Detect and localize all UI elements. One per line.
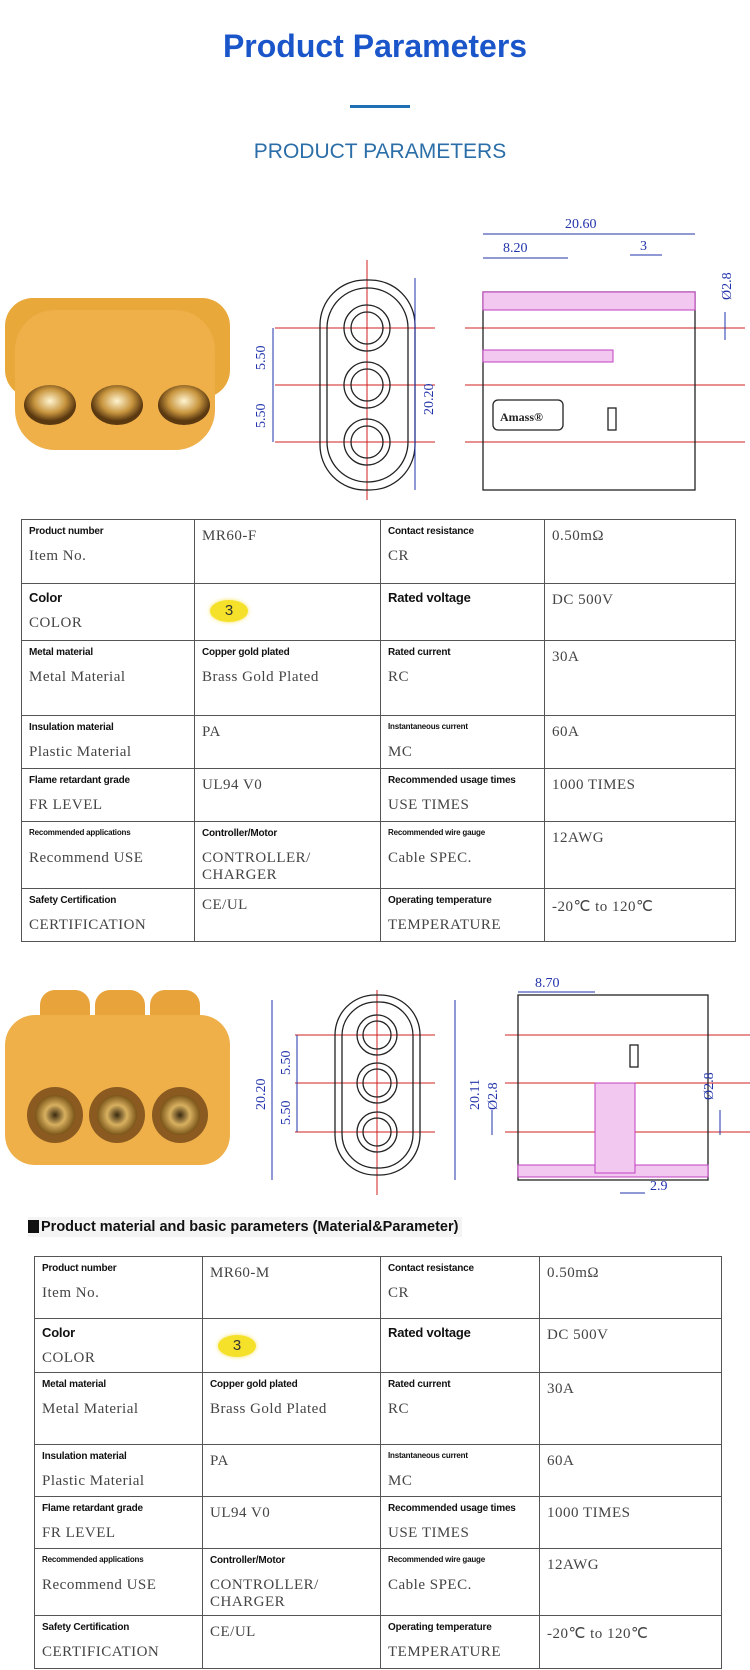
cell-value: 1000 TIMES	[552, 777, 636, 793]
page-title: Product Parameters	[222, 28, 528, 64]
dim-pitch-b: 5.50	[279, 1100, 294, 1125]
cell-value: COLOR	[29, 615, 83, 631]
dim-pin-dia-left: Ø2.8	[486, 1082, 501, 1110]
cell-value: 12AWG	[552, 830, 605, 846]
cell-value: -20℃ to 120℃	[547, 1626, 649, 1642]
cell-label: Color	[42, 1325, 75, 1340]
cell-label: Copper gold plated	[210, 1379, 298, 1390]
cell-value: MC	[388, 1473, 413, 1489]
cell-value: Cable SPEC.	[388, 1577, 472, 1593]
dim-pitch-a: 5.50	[254, 345, 269, 370]
cell-label: Flame retardant grade	[42, 1503, 143, 1514]
table-row	[35, 1319, 722, 1373]
cell-value: 60A	[547, 1453, 575, 1469]
cell-label: Operating temperature	[388, 1622, 492, 1633]
table-row	[35, 1549, 722, 1616]
title-divider	[350, 105, 410, 108]
cell-label: Recommended usage times	[388, 775, 516, 786]
cell-value: TEMPERATURE	[388, 917, 502, 933]
spec-table-female	[21, 519, 736, 942]
table-cell	[35, 1257, 203, 1319]
table-cell	[381, 769, 545, 822]
cell-label: Recommended wire gauge	[388, 828, 485, 837]
cell-label: Product number	[42, 1263, 117, 1274]
table-cell	[381, 1373, 540, 1445]
table-cell	[195, 641, 381, 716]
table-cell	[381, 716, 545, 769]
table-cell	[22, 822, 195, 889]
table-cell	[203, 1497, 381, 1549]
dim-outer-height: 20.20	[254, 1078, 269, 1110]
cell-value: CR	[388, 548, 410, 564]
table-cell	[540, 1497, 722, 1549]
table-cell	[545, 641, 736, 716]
cell-label: Operating temperature	[388, 895, 492, 906]
dim-pitch-b: 5.50	[254, 403, 269, 428]
cell-label: Controller/Motor	[202, 828, 278, 839]
cell-value: TEMPERATURE	[388, 1644, 502, 1660]
table-cell	[35, 1549, 203, 1616]
table-cell	[540, 1549, 722, 1616]
table-cell	[195, 716, 381, 769]
table-row	[22, 822, 736, 889]
cell-value: MC	[388, 744, 413, 760]
cell-label: Contact resistance	[388, 1263, 474, 1274]
cell-label: Contact resistance	[388, 526, 474, 537]
table-cell	[203, 1319, 381, 1373]
table-row	[22, 716, 736, 769]
table-cell	[35, 1319, 203, 1373]
cell-label: Instantaneous current	[388, 722, 468, 731]
table-cell	[381, 520, 545, 584]
brand-logo: Amass®	[500, 410, 543, 424]
cell-value: MR60-M	[210, 1265, 270, 1281]
cell-label: Flame retardant grade	[29, 775, 130, 786]
table-cell	[381, 641, 545, 716]
table-cell	[203, 1549, 381, 1616]
cell-value: UL94 V0	[202, 777, 263, 793]
table-row	[22, 641, 736, 716]
table-row	[35, 1373, 722, 1445]
table-cell	[35, 1445, 203, 1497]
table-cell	[381, 1549, 540, 1616]
cell-value: CR	[388, 1285, 410, 1301]
cell-value: 12AWG	[547, 1557, 600, 1573]
dim-total-length: 20.60	[565, 217, 597, 232]
cell-value: UL94 V0	[210, 1505, 271, 1521]
cell-value: Recommend USE	[42, 1577, 157, 1593]
table-row	[35, 1445, 722, 1497]
table-cell	[203, 1257, 381, 1319]
cell-value: Item No.	[42, 1285, 100, 1301]
cell-value: 0.50mΩ	[552, 528, 605, 544]
cell-label: Rated voltage	[388, 590, 471, 605]
table-row	[22, 889, 736, 942]
table-cell	[381, 1497, 540, 1549]
technical-drawing-male	[235, 970, 750, 1210]
dim-front-length: 8.20	[503, 241, 528, 256]
dim-front-length: 8.70	[535, 976, 560, 991]
table-cell	[545, 584, 736, 641]
cell-label: Recommended applications	[42, 1555, 144, 1564]
cell-value: RC	[388, 1401, 410, 1417]
cell-value: Metal Material	[29, 669, 126, 685]
cell-label: Rated current	[388, 1379, 451, 1390]
table-cell	[540, 1445, 722, 1497]
table-cell	[22, 584, 195, 641]
cell-value: MR60-F	[202, 528, 257, 544]
cell-value: CERTIFICATION	[42, 1644, 160, 1660]
cell-value: FR LEVEL	[29, 797, 103, 813]
table-cell	[381, 1445, 540, 1497]
table-row	[22, 520, 736, 584]
cell-label: Rated voltage	[388, 1325, 471, 1340]
product-photo-male	[0, 985, 235, 1175]
cell-value: Plastic Material	[29, 744, 132, 760]
cell-label: Product number	[29, 526, 104, 537]
table-cell	[35, 1373, 203, 1445]
table-cell	[381, 889, 545, 942]
cell-value: 0.50mΩ	[547, 1265, 600, 1281]
table-cell	[545, 769, 736, 822]
table-cell	[195, 769, 381, 822]
table-row	[22, 584, 736, 641]
cell-value: Cable SPEC.	[388, 850, 472, 866]
cell-label: Color	[29, 590, 62, 605]
section-heading	[28, 1217, 462, 1237]
cell-label: Insulation material	[29, 722, 114, 733]
table-cell	[540, 1373, 722, 1445]
cell-label: Insulation material	[42, 1451, 127, 1462]
technical-drawing-female	[235, 200, 750, 500]
table-cell	[35, 1616, 203, 1669]
cell-value: DC 500V	[547, 1327, 609, 1343]
cell-value: CONTROLLER/ CHARGER	[210, 1577, 319, 1610]
table-cell	[203, 1373, 381, 1445]
cell-value: 30A	[547, 1381, 575, 1397]
cell-label: Recommended usage times	[388, 1503, 516, 1514]
table-cell	[203, 1445, 381, 1497]
cell-value: COLOR	[42, 1350, 96, 1366]
cell-label: Metal material	[29, 647, 93, 658]
cell-value: USE TIMES	[388, 1525, 470, 1541]
table-cell	[195, 520, 381, 584]
cell-value: 1000 TIMES	[547, 1505, 631, 1521]
cell-label: Recommended applications	[29, 828, 131, 837]
cell-value: Item No.	[29, 548, 87, 564]
square-bullet-icon	[28, 1220, 39, 1233]
cell-value: PA	[202, 724, 221, 740]
table-row	[35, 1497, 722, 1549]
table-row	[22, 769, 736, 822]
table-cell	[195, 822, 381, 889]
cell-label: Safety Certification	[42, 1622, 130, 1633]
table-cell	[540, 1616, 722, 1669]
cell-label: Copper gold plated	[202, 647, 290, 658]
table-cell	[545, 520, 736, 584]
cell-value: CONTROLLER/ CHARGER	[202, 850, 311, 883]
cell-value: USE TIMES	[388, 797, 470, 813]
dim-height: 20.11	[468, 1079, 483, 1110]
cell-value: DC 500V	[552, 592, 614, 608]
cell-value: CE/UL	[202, 897, 248, 913]
cell-value: -20℃ to 120℃	[552, 899, 654, 915]
table-cell	[545, 716, 736, 769]
color-badge: 3	[218, 1335, 256, 1357]
table-cell	[381, 1257, 540, 1319]
spec-table-male	[34, 1256, 722, 1669]
cell-label: Safety Certification	[29, 895, 117, 906]
page-subtitle: PRODUCT PARAMETERS	[253, 140, 507, 163]
table-cell	[540, 1319, 722, 1373]
cell-value: CERTIFICATION	[29, 917, 147, 933]
table-cell	[22, 641, 195, 716]
table-cell	[22, 520, 195, 584]
cell-value: Brass Gold Plated	[210, 1401, 327, 1417]
cell-value: Metal Material	[42, 1401, 139, 1417]
table-row	[35, 1257, 722, 1319]
color-badge: 3	[210, 600, 248, 622]
table-cell	[381, 584, 545, 641]
cell-label: Recommended wire gauge	[388, 1555, 485, 1564]
dim-pitch-a: 5.50	[279, 1050, 294, 1075]
table-cell	[22, 716, 195, 769]
dim-height: 20.20	[422, 383, 437, 415]
product-photo-female	[0, 290, 235, 460]
table-cell	[381, 822, 545, 889]
table-cell	[195, 584, 381, 641]
table-cell	[203, 1616, 381, 1669]
table-cell	[545, 889, 736, 942]
cell-label: Metal material	[42, 1379, 106, 1390]
cell-value: RC	[388, 669, 410, 685]
section-heading-text: Product material and basic parameters (Material&Parameter)	[41, 1219, 459, 1235]
cell-label: Rated current	[388, 647, 451, 658]
table-cell	[381, 1319, 540, 1373]
table-row	[35, 1616, 722, 1669]
dim-pin-dia: Ø2.8	[720, 272, 735, 300]
cell-value: Recommend USE	[29, 850, 144, 866]
cell-value: FR LEVEL	[42, 1525, 116, 1541]
dim-pin-offset: 3	[640, 239, 647, 254]
table-cell	[381, 1616, 540, 1669]
table-cell	[35, 1497, 203, 1549]
cell-value: Plastic Material	[42, 1473, 145, 1489]
table-cell	[540, 1257, 722, 1319]
cell-label: Instantaneous current	[388, 1451, 468, 1460]
dim-pin-offset: 2.9	[650, 1179, 668, 1194]
dim-pin-dia-right: Ø2.8	[702, 1072, 717, 1100]
table-cell	[195, 889, 381, 942]
table-cell	[22, 769, 195, 822]
cell-value: Brass Gold Plated	[202, 669, 319, 685]
cell-value: CE/UL	[210, 1624, 256, 1640]
cell-value: PA	[210, 1453, 229, 1469]
table-cell	[545, 822, 736, 889]
table-cell	[22, 889, 195, 942]
cell-value: 60A	[552, 724, 580, 740]
cell-value: 30A	[552, 649, 580, 665]
cell-label: Controller/Motor	[210, 1555, 286, 1566]
